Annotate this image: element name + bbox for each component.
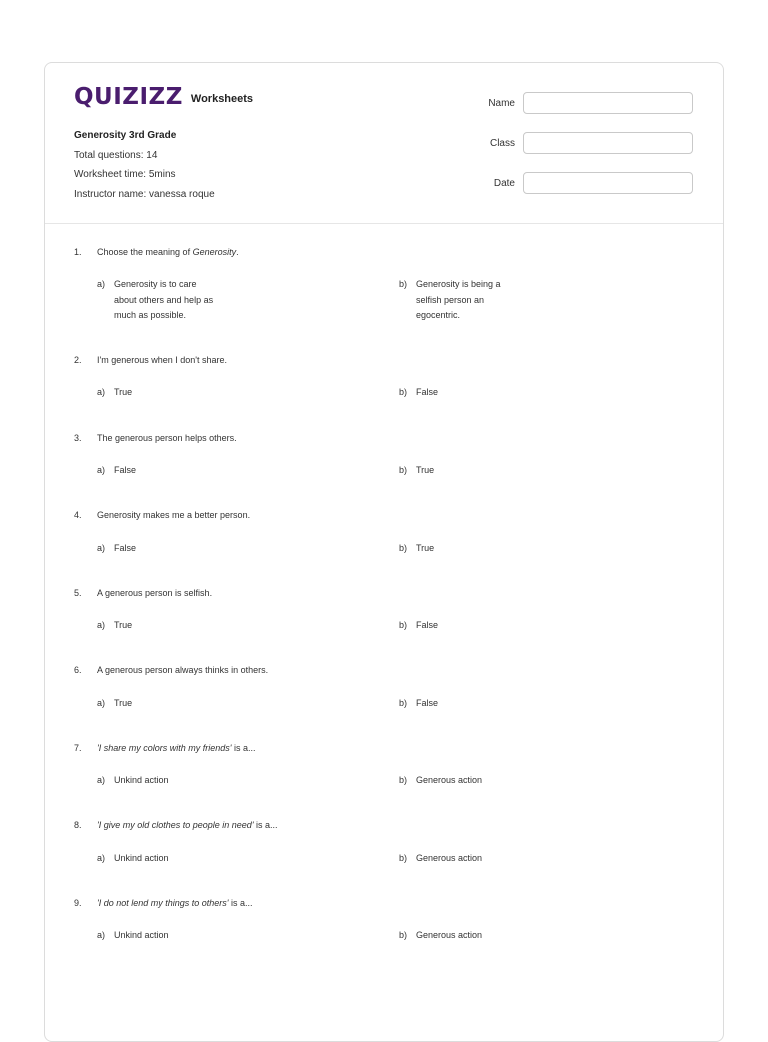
option-letter: b): [399, 387, 408, 397]
question-text-prefix: I'm generous when I don't share.: [97, 355, 228, 365]
name-label: Name: [488, 97, 515, 109]
worksheet-time: Worksheet time: 5mins: [74, 169, 176, 180]
total-questions: Total questions: 14: [74, 149, 158, 161]
question-text: [97, 898, 253, 908]
option-letter: a): [97, 465, 106, 475]
worksheet-header: [45, 63, 723, 224]
question-number: 1.: [74, 247, 82, 257]
worksheet-meta: [74, 126, 215, 204]
option-letter: b): [399, 465, 408, 475]
option-text: Unkind action: [114, 775, 169, 785]
option-letter: a): [97, 279, 106, 289]
worksheet-title: Generosity 3rd Grade: [74, 130, 177, 141]
question-text: [97, 247, 239, 257]
question-text-prefix: A generous person is selfish.: [97, 588, 213, 598]
option-letter: a): [97, 620, 106, 630]
question-number: 3.: [74, 433, 82, 443]
option-text: Generous action: [416, 775, 483, 785]
question-number: 7.: [74, 743, 82, 753]
option-text: True: [114, 698, 133, 708]
question-text-prefix: A generous person always thinks in others.: [97, 665, 269, 675]
option-text: False: [416, 698, 439, 708]
option-letter: b): [399, 775, 408, 785]
question-text-prefix: Generosity makes me a better person.: [97, 510, 251, 520]
question-text-emphasis: 'I give my old clothes to people in need': [97, 820, 254, 830]
option-letter: b): [399, 620, 408, 630]
option-text: Unkind action: [114, 930, 169, 940]
option-text: False: [416, 620, 439, 630]
question-text-emphasis: Generosity: [192, 247, 237, 257]
quizizz-logo: QUIZIZZ: [74, 84, 183, 110]
question-text-prefix: Choose the meaning of: [97, 247, 193, 257]
date-field-row: [488, 171, 693, 195]
option-letter: a): [97, 698, 106, 708]
option-text: True: [416, 465, 435, 475]
question-text: [97, 665, 268, 675]
option-text: Generosity is to care about others and help as much as possible.: [114, 279, 214, 320]
option-letter: b): [399, 279, 408, 289]
question-text-suffix: is a...: [228, 898, 253, 908]
question-text: [97, 588, 212, 598]
question-text: [97, 355, 227, 365]
option-text: True: [114, 620, 133, 630]
question-text-suffix: .: [236, 247, 239, 257]
question-text: [97, 433, 237, 443]
option-letter: a): [97, 853, 106, 863]
brand: [74, 84, 253, 110]
class-field-row: [488, 131, 693, 155]
date-field[interactable]: [523, 172, 693, 194]
worksheet-page: [44, 62, 724, 1042]
question-text-emphasis: 'I share my colors with my friends': [97, 743, 232, 753]
option-letter: a): [97, 930, 106, 940]
brand-suffix: Worksheets: [190, 92, 254, 105]
option-letter: b): [399, 543, 408, 553]
option-text: Generous action: [416, 853, 483, 863]
question-number: 9.: [74, 898, 82, 908]
instructor-name: Instructor name: vanessa roque: [74, 188, 215, 200]
option-text: False: [416, 387, 439, 397]
option-text: Generosity is being a selfish person an egocentric.: [416, 279, 501, 320]
option-text: Unkind action: [114, 853, 169, 863]
question-text: [97, 820, 278, 830]
question-text: [97, 743, 256, 753]
option-letter: b): [399, 853, 408, 863]
name-field[interactable]: [523, 92, 693, 114]
question-text: [97, 510, 250, 520]
option-letter: b): [399, 930, 408, 940]
question-text-suffix: is a...: [231, 743, 256, 753]
question-text-suffix: is a...: [253, 820, 278, 830]
option-letter: b): [399, 698, 408, 708]
date-label: Date: [493, 177, 515, 189]
option-text: False: [114, 543, 137, 553]
option-letter: a): [97, 775, 106, 785]
question-text-emphasis: 'I do not lend my things to others': [97, 898, 229, 908]
question-number: 4.: [74, 510, 82, 520]
question-text-prefix: The generous person helps others.: [97, 433, 237, 443]
option-text: True: [114, 387, 133, 397]
name-field-row: [488, 91, 693, 115]
question-number: 8.: [74, 820, 82, 830]
student-fields: [488, 91, 693, 211]
question-number: 2.: [74, 355, 82, 365]
option-letter: a): [97, 543, 106, 553]
option-text: True: [416, 543, 435, 553]
question-number: 5.: [74, 588, 82, 598]
option-letter: a): [97, 387, 106, 397]
option-text: Generous action: [416, 930, 483, 940]
class-field[interactable]: [523, 132, 693, 154]
option-text: False: [114, 465, 137, 475]
class-label: Class: [489, 137, 515, 149]
question-number: 6.: [74, 665, 82, 675]
